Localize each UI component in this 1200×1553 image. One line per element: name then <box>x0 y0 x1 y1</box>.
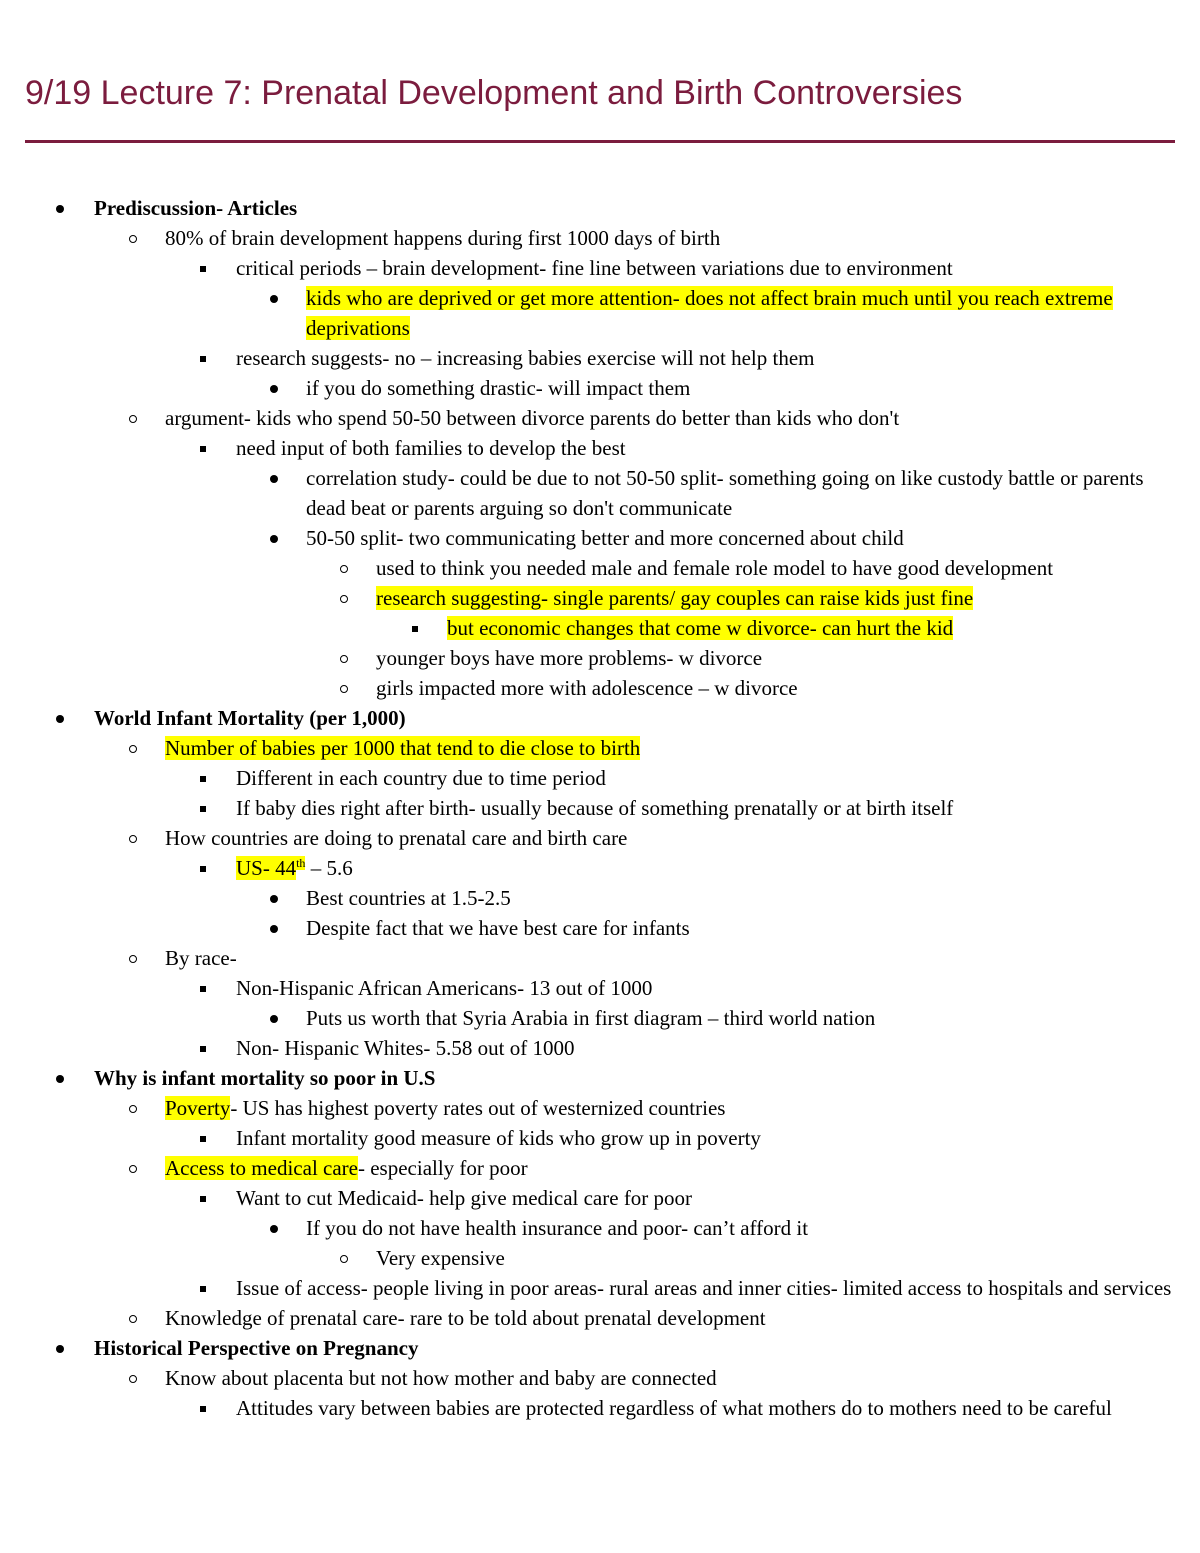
square-bullet-icon <box>200 253 206 283</box>
list-item <box>0 463 1200 523</box>
square-bullet-icon <box>200 1033 206 1063</box>
list-item <box>0 343 1200 373</box>
hollow-bullet-icon <box>129 223 137 253</box>
item-text: By race- <box>165 946 237 970</box>
hollow-bullet-icon <box>129 403 137 433</box>
hollow-bullet-icon <box>340 553 348 583</box>
list-item-text <box>165 823 1180 853</box>
hollow-bullet-icon <box>129 733 137 763</box>
list-item <box>0 733 1200 763</box>
list-item-text <box>447 613 1180 643</box>
list-item-text <box>236 1393 1180 1423</box>
list-item <box>0 223 1200 253</box>
square-bullet-icon <box>200 343 206 373</box>
item-text: Prediscussion- Articles <box>94 196 298 220</box>
list-item <box>0 673 1200 703</box>
item-text: research suggesting- single parents/ gay couples can raise kids just fine <box>376 586 974 610</box>
list-item-text <box>376 1243 1180 1273</box>
hollow-bullet-icon <box>340 1243 348 1273</box>
list-item-text <box>306 1003 1180 1033</box>
list-item-text <box>236 433 1180 463</box>
list-item <box>0 1183 1200 1213</box>
item-text: How countries are doing to prenatal care and birth care <box>165 826 628 850</box>
list-item-text <box>236 1273 1180 1303</box>
item-text-continuation: – 5.6 <box>305 856 353 880</box>
list-item <box>0 283 1200 343</box>
item-text: US- 44 <box>236 856 297 880</box>
filled-bullet-icon <box>56 193 64 223</box>
list-item-text <box>236 793 1180 823</box>
list-item-text <box>236 763 1180 793</box>
list-item-text <box>236 1123 1180 1153</box>
list-item <box>0 253 1200 283</box>
section-heading <box>0 703 1200 733</box>
item-text: Knowledge of prenatal care- rare to be told about prenatal development <box>165 1306 766 1330</box>
hollow-bullet-icon <box>129 1303 137 1333</box>
item-text-continuation: - especially for poor <box>357 1156 528 1180</box>
list-item-text <box>165 223 1180 253</box>
item-text: but economic changes that come w divorce- can hurt the kid <box>447 616 954 640</box>
hollow-bullet-icon <box>129 1093 137 1123</box>
item-text: Why is infant mortality so poor in U.S <box>94 1066 436 1090</box>
list-item <box>0 1093 1200 1123</box>
item-text: If baby dies right after birth- usually because of something prenatally or at birth itself <box>236 796 954 820</box>
list-item <box>0 583 1200 613</box>
list-item <box>0 823 1200 853</box>
list-item-text <box>94 193 1180 223</box>
item-text: Number of babies per 1000 that tend to die close to birth <box>165 736 641 760</box>
list-item <box>0 1243 1200 1273</box>
list-item-text <box>236 853 1180 883</box>
item-text: Very expensive <box>376 1246 505 1270</box>
list-item <box>0 1273 1200 1303</box>
list-item-text <box>376 673 1180 703</box>
list-item <box>0 913 1200 943</box>
item-text: World Infant Mortality (per 1,000) <box>94 706 406 730</box>
item-text: Poverty <box>165 1096 231 1120</box>
page-title: 9/19 Lecture 7: Prenatal Development and Birth Controversies <box>25 74 963 112</box>
superscript-text: th <box>296 856 306 870</box>
list-item-text <box>306 523 1180 553</box>
list-item <box>0 973 1200 1003</box>
list-item <box>0 1363 1200 1393</box>
list-item-text <box>306 283 1180 343</box>
item-text: younger boys have more problems- w divorce <box>376 646 763 670</box>
hollow-bullet-icon <box>129 1363 137 1393</box>
list-item-text <box>94 703 1180 733</box>
item-text: need input of both families to develop the best <box>236 436 626 460</box>
list-item <box>0 553 1200 583</box>
list-item-text <box>236 1033 1180 1063</box>
section-heading <box>0 1333 1200 1363</box>
item-text: 80% of brain development happens during first 1000 days of birth <box>165 226 721 250</box>
item-text: if you do something drastic- will impact them <box>306 376 691 400</box>
list-item-text <box>236 253 1180 283</box>
filled-bullet-icon <box>270 373 278 403</box>
lecture-notes-outline <box>0 193 1200 1423</box>
item-text: Non- Hispanic Whites- 5.58 out of 1000 <box>236 1036 575 1060</box>
filled-bullet-icon <box>56 1063 64 1093</box>
list-item-text <box>376 583 1180 613</box>
square-bullet-icon <box>200 973 206 1003</box>
item-text: used to think you needed male and female role model to have good development <box>376 556 1054 580</box>
square-bullet-icon <box>200 763 206 793</box>
section-heading <box>0 1063 1200 1093</box>
square-bullet-icon <box>200 1393 206 1423</box>
item-text: Puts us worth that Syria Arabia in first diagram – third world nation <box>306 1006 876 1030</box>
hollow-bullet-icon <box>129 943 137 973</box>
square-bullet-icon <box>200 433 206 463</box>
list-item-text <box>236 343 1180 373</box>
item-text: Non-Hispanic African Americans- 13 out of 1000 <box>236 976 653 1000</box>
list-item <box>0 613 1200 643</box>
list-item-text <box>306 1213 1180 1243</box>
item-text: Attitudes vary between babies are protected regardless of what mothers do to mothers need to be careful <box>236 1396 1112 1420</box>
square-bullet-icon <box>412 613 418 643</box>
square-bullet-icon <box>200 1273 206 1303</box>
item-text: correlation study- could be due to not 50-50 split- something going on like custody battle or parents dead beat or parents arguing so don't communicate <box>306 466 1144 520</box>
item-text: girls impacted more with adolescence – w divorce <box>376 676 798 700</box>
filled-bullet-icon <box>270 523 278 553</box>
filled-bullet-icon <box>270 1213 278 1243</box>
list-item-text <box>94 1063 1180 1093</box>
square-bullet-icon <box>200 793 206 823</box>
list-item-text <box>165 403 1180 433</box>
item-text: 50-50 split- two communicating better and more concerned about child <box>306 526 904 550</box>
list-item <box>0 433 1200 463</box>
item-text: Historical Perspective on Pregnancy <box>94 1336 419 1360</box>
list-item-text <box>376 643 1180 673</box>
list-item-text <box>165 1303 1180 1333</box>
list-item <box>0 763 1200 793</box>
section-heading <box>0 193 1200 223</box>
list-item <box>0 1303 1200 1333</box>
list-item <box>0 403 1200 433</box>
list-item-text <box>306 913 1180 943</box>
list-item-text <box>165 1363 1180 1393</box>
item-text: If you do not have health insurance and poor- can’t afford it <box>306 1216 809 1240</box>
list-item <box>0 643 1200 673</box>
item-text-continuation: - US has highest poverty rates out of westernized countries <box>230 1096 726 1120</box>
filled-bullet-icon <box>270 463 278 493</box>
filled-bullet-icon <box>56 1333 64 1363</box>
hollow-bullet-icon <box>340 643 348 673</box>
list-item-text <box>165 943 1180 973</box>
list-item <box>0 1123 1200 1153</box>
hollow-bullet-icon <box>129 1153 137 1183</box>
item-text: argument- kids who spend 50-50 between divorce parents do better than kids who don't <box>165 406 900 430</box>
item-text: kids who are deprived or get more attention- does not affect brain much until you reach extreme deprivations <box>306 286 1113 340</box>
list-item-text <box>165 1093 1180 1123</box>
hollow-bullet-icon <box>129 823 137 853</box>
hollow-bullet-icon <box>340 583 348 613</box>
list-item <box>0 1393 1200 1423</box>
list-item-text <box>94 1333 1180 1363</box>
list-item <box>0 1213 1200 1243</box>
item-text: critical periods – brain development- fine line between variations due to environment <box>236 256 953 280</box>
hollow-bullet-icon <box>340 673 348 703</box>
item-text: Access to medical care <box>165 1156 358 1180</box>
list-item-text <box>236 973 1180 1003</box>
item-text: Infant mortality good measure of kids who grow up in poverty <box>236 1126 761 1150</box>
square-bullet-icon <box>200 853 206 883</box>
square-bullet-icon <box>200 1123 206 1153</box>
filled-bullet-icon <box>270 913 278 943</box>
list-item-text <box>306 373 1180 403</box>
list-item <box>0 1153 1200 1183</box>
list-item <box>0 883 1200 913</box>
list-item-text <box>165 733 1180 763</box>
filled-bullet-icon <box>270 1003 278 1033</box>
list-item-text <box>236 1183 1180 1213</box>
list-item <box>0 523 1200 553</box>
list-item <box>0 943 1200 973</box>
list-item <box>0 1003 1200 1033</box>
item-text: research suggests- no – increasing babies exercise will not help them <box>236 346 815 370</box>
list-item <box>0 853 1200 883</box>
list-item-text <box>306 883 1180 913</box>
list-item-text <box>165 1153 1180 1183</box>
item-text: Want to cut Medicaid- help give medical care for poor <box>236 1186 693 1210</box>
title-divider <box>25 140 1175 143</box>
filled-bullet-icon <box>56 703 64 733</box>
item-text: Best countries at 1.5-2.5 <box>306 886 511 910</box>
list-item <box>0 1033 1200 1063</box>
list-item-text <box>306 463 1180 523</box>
filled-bullet-icon <box>270 883 278 913</box>
list-item-text <box>376 553 1180 583</box>
item-text: Issue of access- people living in poor areas- rural areas and inner cities- limited access to hospitals and services <box>236 1276 1172 1300</box>
item-text: Different in each country due to time period <box>236 766 606 790</box>
item-text: Know about placenta but not how mother and baby are connected <box>165 1366 717 1390</box>
filled-bullet-icon <box>270 283 278 313</box>
list-item <box>0 793 1200 823</box>
list-item <box>0 373 1200 403</box>
square-bullet-icon <box>200 1183 206 1213</box>
item-text: Despite fact that we have best care for infants <box>306 916 690 940</box>
